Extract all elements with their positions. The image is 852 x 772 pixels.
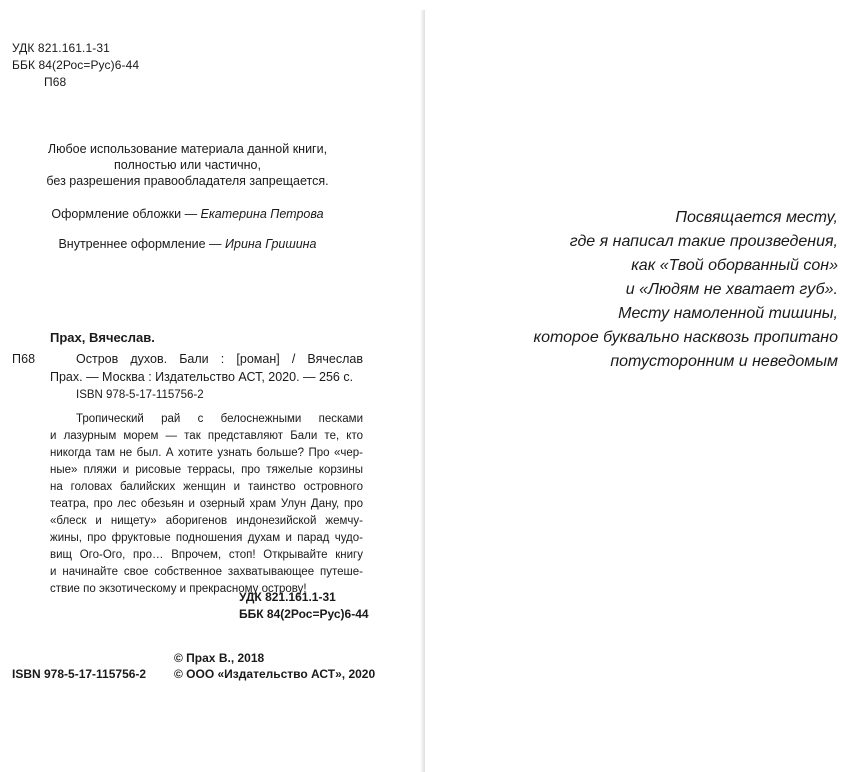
catalog-mark: П68 — [12, 352, 36, 366]
dedication-line-6: которое буквально насквозь пропитано — [533, 329, 838, 346]
annotation-line-11: ствие по экзотическому и прекрасному острову! — [50, 583, 307, 595]
cover-credit-name: Екатерина Петрова — [200, 207, 324, 221]
catalog-title-line-1: Остров духов. Бали : [роман] / Вячеслав — [76, 352, 363, 366]
dedication — [418, 206, 838, 374]
cover-credit — [10, 206, 365, 222]
annotation-line-8: жины, про фруктовые подношения духам и парад чудо- — [50, 532, 363, 544]
rights-line-3: без разрешения правообладателя запрещается. — [46, 174, 329, 188]
catalog-author: Прах, Вячеслав. — [50, 330, 155, 345]
annotation-line-4: ные» пляжи и рисовые террасы, про тяжелые корзины — [50, 464, 363, 476]
author-mark: П68 — [44, 75, 67, 89]
annotation-line-5: на головах балийских женщин и таинство островного — [50, 481, 363, 493]
dedication-line-5: Месту намоленной тишины, — [618, 305, 838, 322]
footer-bbk: ББК 84(2Рос=Рус)6-44 — [239, 607, 369, 621]
dedication-line-3: как «Твой оборванный сон» — [631, 257, 838, 274]
udk-code: УДК 821.161.1-31 — [12, 41, 110, 55]
right-page — [425, 0, 852, 772]
catalog-isbn: ISBN 978-5-17-115756-2 — [76, 389, 204, 401]
dedication-line-2: где я написал такие произведения, — [569, 233, 838, 250]
rights-line-2: полностью или частично, — [114, 158, 261, 172]
catalog-title-line-2: Прах. — Москва : Издательство АСТ, 2020. — 256 с. — [50, 370, 354, 384]
copyright-author: © Прах В., 2018 — [174, 651, 265, 665]
annotation-line-2: и лазурным морем — так представляют Бали те, кто — [50, 430, 363, 442]
annotation-line-7: «блеск и нищету» аборигенов индонезийской жемчу- — [50, 515, 363, 527]
annotation-line-10: и начинайте свое собственное захватывающее путеше- — [50, 566, 363, 578]
annotation-line-9: вищ Ого-Ого, про… Впрочем, стоп! Открывайте книгу — [50, 549, 363, 561]
interior-credit-name: Ирина Гришина — [225, 237, 317, 251]
rights-notice — [10, 141, 365, 189]
footer-udk: УДК 821.161.1-31 — [239, 590, 336, 604]
rights-line-1: Любое использование материала данной книги, — [47, 142, 328, 156]
copyright-publisher: © ООО «Издательство АСТ», 2020 — [174, 667, 376, 681]
bottom-isbn: ISBN 978-5-17-115756-2 — [12, 667, 147, 681]
interior-credit-label: Внутреннее оформление — — [58, 237, 226, 251]
annotation-line-6: театра, про лес обезьян и озерный храм Улун Дану, про — [50, 498, 363, 510]
annotation — [50, 411, 363, 598]
dedication-line-7: потусторонним и неведомым — [610, 353, 838, 370]
dedication-line-1: Посвящается месту, — [675, 209, 838, 226]
cover-credit-label: Оформление обложки — — [51, 207, 201, 221]
bbk-code: ББК 84(2Рос=Рус)6-44 — [12, 58, 140, 72]
annotation-line-1: Тропический рай с белоснежными песками — [76, 413, 363, 425]
dedication-line-4: и «Людям не хватает губ». — [625, 281, 838, 298]
annotation-line-3: никогда там не был. А хотите узнать больше? Про «чер- — [50, 447, 363, 459]
catalog-title — [50, 350, 363, 386]
interior-credit — [10, 236, 365, 252]
left-page — [0, 0, 425, 772]
